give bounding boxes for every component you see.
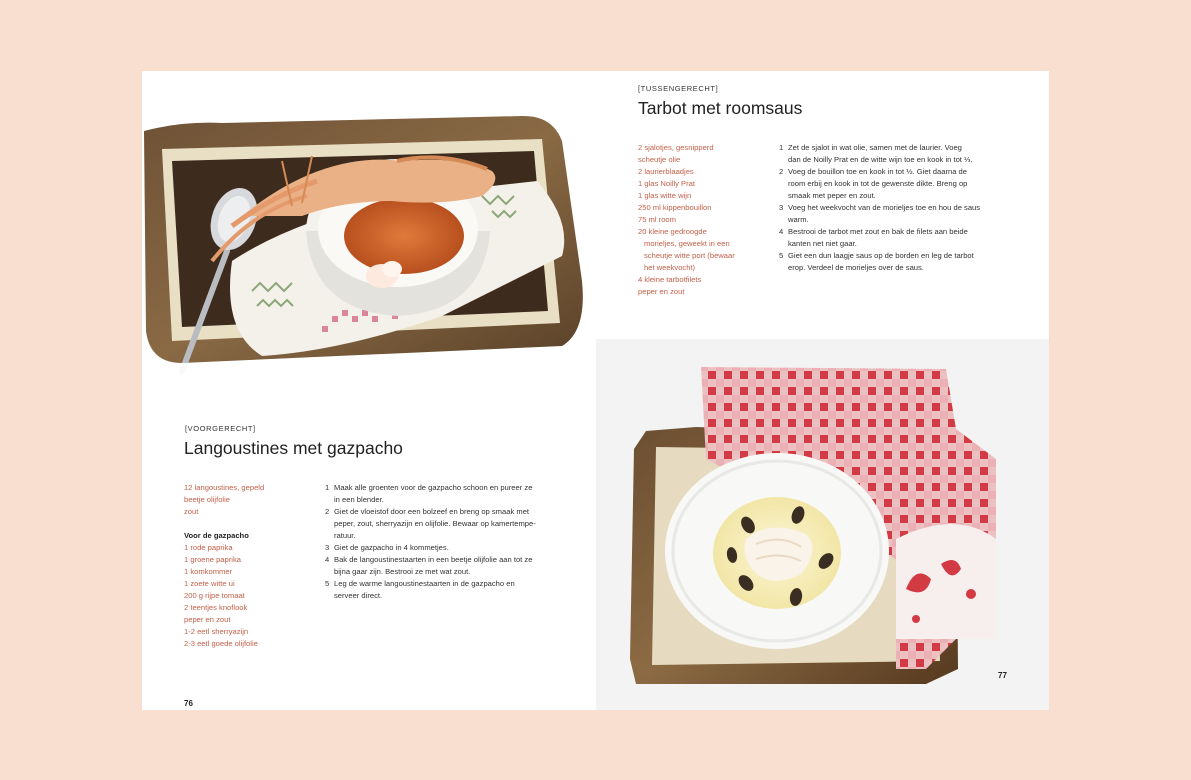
ingredient-item: scheutje witte port (bewaar [644,251,735,260]
step-number: 4 [325,555,330,564]
method-step [779,142,1019,166]
method-step [325,506,565,542]
step-text-line: Giet de gazpacho in 4 kommetjes. [334,543,449,552]
step-number: 3 [779,203,784,212]
right-page [596,71,1049,710]
step-number: 2 [325,507,330,516]
right-recipe-title: Tarbot met roomsaus [638,98,803,118]
page-number-left: 76 [184,699,193,708]
gazpacho-ingredient-list [184,542,304,650]
method-step [779,226,1019,250]
left-ingredient-list [184,482,304,518]
ingredient-item: 12 langoustines, gepeld [184,483,265,492]
method-step [325,554,565,578]
ingredient-item: 250 ml kippenbouillon [638,203,712,212]
page-number-right: 77 [998,671,1007,680]
step-text-line: Voeg de bouillon toe en kook in tot ½. Giet daarna de [788,167,968,176]
left-recipe-title: Langoustines met gazpacho [184,438,403,458]
ingredient-item: 4 kleine tarbotfilets [638,275,702,284]
ingredient-item: 2 teentjes knoflook [184,603,248,612]
ingredient-item: peper en zout [184,615,231,624]
step-number: 1 [325,483,330,492]
step-text-line: Leg de warme langoustinestaarten in de gazpacho en [334,579,515,588]
gazpacho-subheading: Voor de gazpacho [184,531,249,540]
step-number: 2 [779,167,784,176]
ingredient-item: scheutje olie [638,155,681,164]
step-text-line: Maak alle groenten voor de gazpacho schoon en pureer ze [334,483,533,492]
method-step [779,166,1019,202]
ingredient-item: het weekvocht) [644,263,696,272]
method-step [325,578,565,602]
left-method-steps [325,482,565,602]
step-number: 3 [325,543,330,552]
step-text-line: Bak de langoustinestaarten in een beetje olijfolie aan tot ze [334,555,533,564]
left-page [142,71,596,710]
step-number: 4 [779,227,784,236]
ingredient-item: peper en zout [638,287,685,296]
step-text-line: serveer direct. [334,591,383,600]
left-category-label: [VOORGERECHT] [185,424,256,433]
step-text-line: Giet een dun laagje saus op de borden en leg de tarbot [788,251,974,260]
right-ingredient-list [638,142,768,298]
step-text-line: bijna gaar zijn. Bestrooi ze met wat zout. [334,567,471,576]
right-category-label: [TUSSENGERECHT] [638,84,719,93]
ingredient-item: 1 groene paprika [184,555,241,564]
ingredient-item: 2 sjalotjes, gesnipperd [638,143,714,152]
ingredient-item: 1 rode paprika [184,543,233,552]
method-step [779,250,1019,274]
method-step [779,202,1019,226]
ingredient-item: 1-2 eetl sherryazijn [184,627,249,636]
langoustine-gazpacho-photo [142,101,596,401]
ingredient-item: 1 zoete witte ui [184,579,235,588]
turbot-cream-sauce-photo [596,339,1049,710]
step-text-line: peper, zout, sherryazijn en olijfolie. Bewaar op kamertempe- [334,519,536,528]
ingredient-item: 2-3 eetl goede olijfolie [184,639,258,648]
step-number: 1 [779,143,784,152]
step-text-line: dan de Noilly Prat en de witte wijn toe en kook in tot ⅓. [788,155,973,164]
step-text-line: smaak met peper en zout. [788,191,876,200]
method-step [325,482,565,506]
step-number: 5 [325,579,330,588]
step-text-line: Zet de sjalot in wat olie, samen met de laurier. Voeg [788,143,962,152]
step-text-line: room erbij en kook in tot de gewenste dikte. Breng op [788,179,968,188]
ingredient-item: 75 ml room [638,215,676,224]
step-text-line: warm. [788,215,809,224]
left-ingredients-column [184,482,304,650]
ingredient-item: beetje olijfolie [184,495,231,504]
ingredient-item: 1 glas witte wijn [638,191,692,200]
step-text-line: Bestrooi de tarbot met zout en bak de filets aan beide [788,227,968,236]
ingredient-item: 200 g rijpe tomaat [184,591,245,600]
step-text-line: erop. Verdeel de morieljes over de saus. [788,263,924,272]
ingredient-item: morieljes, geweekt in een [644,239,730,248]
ingredient-item: 1 glas Noilly Prat [638,179,695,188]
method-step [325,542,565,554]
book-spread [142,71,1049,710]
ingredient-item: 2 laurierblaadjes [638,167,694,176]
step-text-line: ratuur. [334,531,356,540]
ingredient-item: 20 kleine gedroogde [638,227,707,236]
right-method-steps [779,142,1019,274]
ingredient-item: 1 komkommer [184,567,233,576]
ingredient-item: zout [184,507,199,516]
step-text-line: kanten net niet gaar. [788,239,857,248]
step-text-line: in een blender. [334,495,384,504]
step-text-line: Voeg het weekvocht van de morieljes toe en hou de saus [788,203,981,212]
step-number: 5 [779,251,784,260]
step-text-line: Giet de vloeistof door een bolzeef en breng op smaak met [334,507,530,516]
